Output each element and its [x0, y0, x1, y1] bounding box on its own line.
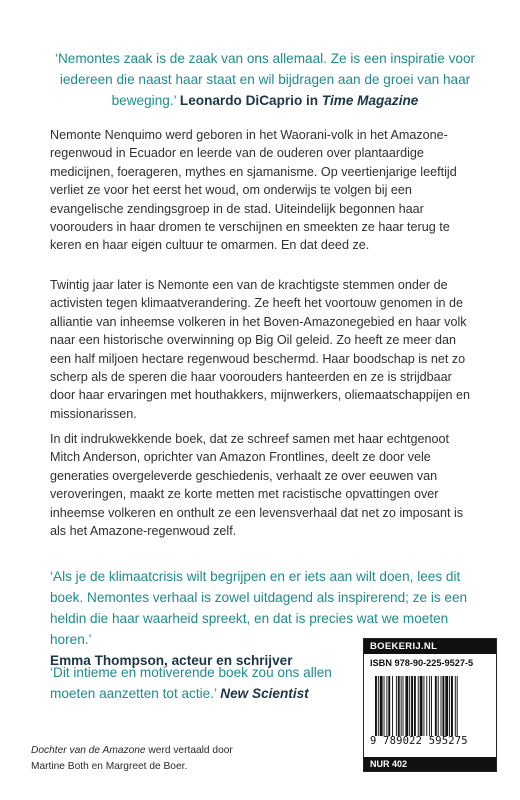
barcode-bar [398, 676, 400, 736]
barcode-bar [420, 676, 423, 736]
translation-credit-title: Dochter van de Amazone [31, 745, 146, 756]
barcode-bar [438, 676, 439, 736]
blurb-paragraph-2: Twintig jaar later is Nemonte een van de krachtigste stemmen onder de activisten tegen klimaatverandering. Ze heeft het voortouw genomen in de alliantie van inheemse volkeren in het Boven-Amazonegebied en haar volk naar een historische overwinning op Big Oil geleid. Zo heeft ze meer dan een half miljoen hectare regenwoud beschermd. Haar boodschap is net zo scherp als de speren die haar voorouders hanteerden en ze is strijdbaar door haar ervaringen met houthakkers, mijnwerkers, oliemaatschappijen en missionarissen. [50, 278, 471, 421]
publisher-label: BOEKERIJ.NL [364, 639, 496, 654]
barcode-bar [386, 676, 387, 736]
barcode-bar [411, 676, 413, 736]
blurb-paragraph-3: In dit indrukwekkende boek, dat ze schreef samen met haar echtgenoot Mitch Anderson, oprichter van Amazon Frontlines, deelt ze door vele generaties overgeleverde geschiedenis, verhaalt ze over eeuwen van veroveringen, maakt ze korte metten met racistische opvattingen over inheemse volkeren en onthult ze een levensverhaal dat net zo imposant is als het Amazone-regenwoud zelf. [50, 432, 464, 539]
barcode-bar [392, 676, 393, 736]
quote-dicaprio-text: ‘Nemontes zaak is de zaak van ons allemaal. Ze is een inspiratie voor iedereen die naast haar staat en wil bijdragen aan de groei van haar beweging.’ [54, 51, 476, 108]
nur-label: NUR 402 [364, 757, 496, 771]
barcode-bar [431, 676, 432, 736]
isbn-label: ISBN 978-90-225-9527-5 [370, 658, 474, 668]
barcode-bar [426, 676, 427, 736]
barcode-bar [423, 676, 424, 736]
barcode-bar [441, 676, 442, 736]
quote-thompson-text: ‘Als je de klimaatcrisis wilt begrijpen en er iets aan wilt doen, lees dit boek. Nemontes verhaal is zowel uitdagend als inspirerend; ze is een heldin die haar waarheid spreekt, en dat is precies wat we moeten horen.’ [50, 569, 468, 647]
quote-new-scientist [50, 662, 350, 704]
blurb-paragraph-1: Nemonte Nenquimo werd geboren in het Waorani-volk in het Amazone-regenwoud in Ecuador en leerde van de ouderen over plantaardige medicijnen, foerageren, mythes en sjamanisme. Op veertienjarige leeftijd verliet ze voor het eerst het woud, om onderwijs te volgen bij een evangelische zendingsgroep in de stad. Uiteindelijk begonnen haar voorouders in haar dromen te verschijnen en smeekten ze haar terug te keren en haar eigen cultuur te omarmen. En dat deed ze. [50, 128, 457, 253]
translation-credit-line1: werd vertaald door [145, 745, 233, 756]
quote-dicaprio-author: Leonardo DiCaprio in [179, 93, 319, 108]
barcode-bar [445, 676, 448, 736]
barcode-bar [429, 676, 430, 736]
barcode-bar [418, 676, 419, 736]
barcode-bar [405, 676, 408, 736]
barcode-bar [414, 676, 416, 736]
barcode-bar [378, 676, 379, 736]
quote-new-scientist-text: ‘Dit intieme en motiverende boek zou ons allen moeten aanzetten tot actie.’ [50, 665, 332, 701]
barcode-bar [451, 676, 453, 736]
quote-dicaprio [50, 48, 480, 111]
quote-dicaprio-source: Time Magazine [321, 93, 419, 108]
barcode-digits: 9 789022 595275 [370, 735, 468, 747]
barcode-panel [363, 638, 497, 772]
barcode-bar [457, 676, 458, 736]
translation-credit [31, 743, 331, 775]
barcode-bar [442, 676, 444, 736]
barcode-bar [435, 676, 437, 736]
barcode-bar [375, 676, 377, 736]
barcode-bar [409, 676, 410, 736]
barcode-bar [403, 676, 404, 736]
barcode-bar [401, 676, 402, 736]
barcode-bar [384, 676, 385, 736]
barcode-bar [380, 676, 383, 736]
barcode-bar [396, 676, 397, 736]
barcode-bar [449, 676, 450, 736]
quote-dicaprio-attribution [180, 93, 418, 108]
barcode-bar [455, 676, 456, 736]
quote-thompson-author: Emma Thompson, acteur en schrijver [50, 653, 293, 668]
translation-credit-translators: Martine Both en Margreet de Boer. [31, 761, 188, 772]
quote-new-scientist-source: New Scientist [220, 686, 309, 701]
barcode-bar [388, 676, 390, 736]
barcode-image [374, 676, 492, 736]
